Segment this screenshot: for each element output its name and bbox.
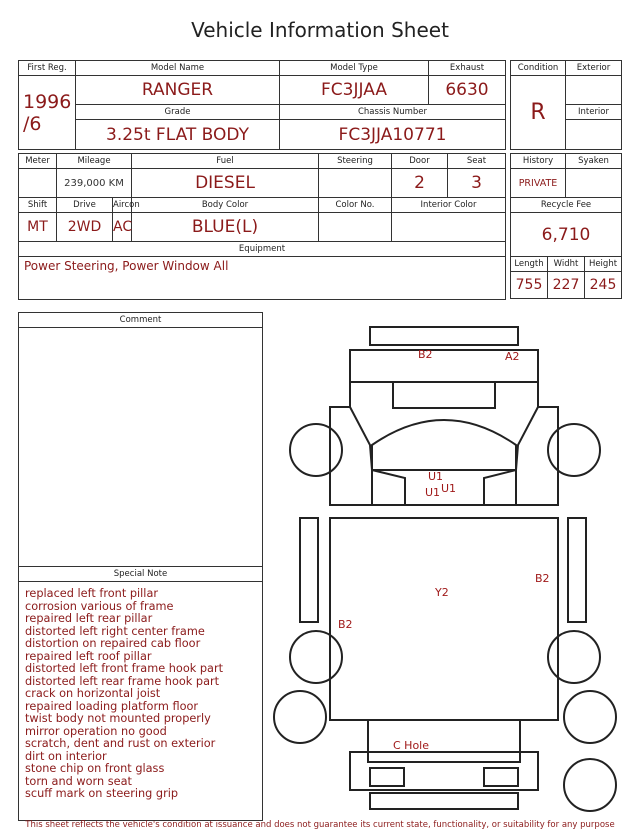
rear-left-wheel-1 <box>290 631 342 683</box>
rear-lamp-left <box>370 768 404 786</box>
rear-bumper-shape <box>350 752 538 790</box>
steering-value <box>319 169 392 198</box>
exterior-label: Exterior <box>566 61 622 76</box>
syaken-label: Syaken <box>566 154 622 169</box>
model-type-label: Model Type <box>280 61 429 76</box>
color-no-value <box>319 213 392 242</box>
aircon-value: AC <box>113 213 132 242</box>
history-value: PRIVATE <box>511 169 566 198</box>
condition-table <box>510 60 622 150</box>
note-item: corrosion various of frame <box>25 599 174 613</box>
note-item: distorted left rear frame hook part <box>25 674 220 688</box>
comment-label: Comment <box>19 313 262 328</box>
mileage-value: 239,000 KM <box>57 169 132 198</box>
drive-label: Drive <box>57 198 113 213</box>
comment-box <box>18 312 263 567</box>
condition-label: Condition <box>511 61 566 76</box>
first-reg-value <box>19 76 76 150</box>
meter-label: Meter <box>19 154 57 169</box>
main-info-table <box>18 60 506 150</box>
note-item: torn and worn seat <box>25 774 132 788</box>
first-reg-label: First Reg. <box>19 61 76 76</box>
front-left-wheel <box>290 424 342 476</box>
rear-right-wheel-1 <box>548 631 600 683</box>
right-pillar-shape <box>516 407 538 505</box>
recycle-fee-value: 6,710 <box>511 213 622 257</box>
fuel-label: Fuel <box>132 154 319 169</box>
mark-a2-front: A2 <box>505 350 520 363</box>
cab-floor-shape <box>372 470 516 505</box>
width-label: Widht <box>548 257 585 272</box>
interior-value <box>566 120 622 150</box>
door-label: Door <box>392 154 448 169</box>
rear-lamp-right <box>484 768 518 786</box>
special-note-box <box>18 566 263 821</box>
disclaimer-footer: This sheet reflects the vehicle's condition at issuance and does not guarantee its current state, functionality, or suitability for any purpose <box>25 820 615 830</box>
first-reg-year: 1996 <box>23 90 72 113</box>
grade-label: Grade <box>76 105 280 120</box>
recycle-fee-label: Recycle Fee <box>511 198 622 213</box>
note-item: repaired left roof pillar <box>25 649 152 663</box>
aircon-label: Aircon <box>113 198 132 213</box>
fuel-value: DIESEL <box>132 169 319 198</box>
mark-b2-right: B2 <box>535 572 550 585</box>
meter-value <box>19 169 57 198</box>
shift-value: MT <box>19 213 57 242</box>
chassis-number-value: FC3JJA10771 <box>280 120 506 150</box>
note-item: distorted left right center frame <box>25 624 205 638</box>
left-side-panel <box>300 518 318 622</box>
history-table <box>510 153 622 299</box>
mark-b2-front: B2 <box>418 348 433 361</box>
special-note-label: Special Note <box>19 567 262 582</box>
equipment-label: Equipment <box>19 242 506 257</box>
drive-value: 2WD <box>57 213 113 242</box>
right-side-panel <box>568 518 586 622</box>
note-item: dirt on interior <box>25 749 107 763</box>
mark-u1-a: U1 <box>428 470 444 483</box>
cab-body-shape <box>330 382 558 505</box>
note-item: scratch, dent and rust on exterior <box>25 737 216 750</box>
steering-label: Steering <box>319 154 392 169</box>
condition-value: R <box>511 76 566 150</box>
left-pillar-shape <box>350 407 372 505</box>
mark-c-hole: C Hole <box>393 739 430 752</box>
grade-value: 3.25t FLAT BODY <box>76 120 280 150</box>
equipment-value: Power Steering, Power Window All <box>19 257 506 300</box>
door-value: 2 <box>392 169 448 198</box>
exterior-value <box>566 76 622 105</box>
loading-bed-shape <box>330 518 558 720</box>
note-item: scuff mark on steering grip <box>25 787 179 800</box>
note-item: distorted left front frame hook part <box>25 662 224 675</box>
seat-label: Seat <box>448 154 506 169</box>
note-item: replaced left front pillar <box>25 587 159 600</box>
rear-left-wheel-2 <box>274 691 326 743</box>
model-name-label: Model Name <box>76 61 280 76</box>
interior-label: Interior <box>566 105 622 120</box>
note-item: repaired left rear pillar <box>25 612 153 625</box>
syaken-value <box>566 169 622 198</box>
seat-value: 3 <box>448 169 506 198</box>
height-label: Height <box>585 257 622 272</box>
front-right-wheel <box>548 424 600 476</box>
width-value: 227 <box>548 272 585 299</box>
mark-u1-b: U1 <box>425 486 441 499</box>
windshield-shape <box>372 420 516 470</box>
note-item: crack on horizontal joist <box>25 687 161 700</box>
mileage-label: Mileage <box>57 154 132 169</box>
height-value: 245 <box>585 272 622 299</box>
cab-top-shape <box>350 350 538 382</box>
note-item: stone chip on front glass <box>25 762 165 775</box>
model-name-value: RANGER <box>76 76 280 105</box>
front-bumper-shape <box>370 327 518 345</box>
first-reg-month: /6 <box>23 112 42 135</box>
note-item: twist body not mounted properly <box>25 712 211 725</box>
length-value: 755 <box>511 272 548 299</box>
interior-color-label: Interior Color <box>392 198 506 213</box>
mark-y2: Y2 <box>435 586 449 599</box>
exhaust-value: 6630 <box>429 76 506 105</box>
color-no-label: Color No. <box>319 198 392 213</box>
rear-right-wheel-2 <box>564 691 616 743</box>
note-item: repaired loading platform floor <box>25 699 199 713</box>
history-label: History <box>511 154 566 169</box>
mark-u1-c: U1 <box>441 482 457 495</box>
length-label: Length <box>511 257 548 272</box>
special-note-list <box>19 582 262 801</box>
comment-value <box>19 328 262 336</box>
rear-step-shape <box>370 793 518 809</box>
mark-b2-left: B2 <box>338 618 353 631</box>
note-item: distortion on repaired cab floor <box>25 637 201 650</box>
chassis-rear-shape <box>368 720 520 762</box>
shift-label: Shift <box>19 198 57 213</box>
exhaust-label: Exhaust <box>429 61 506 76</box>
note-item: mirror operation no good <box>25 724 167 738</box>
body-color-label: Body Color <box>132 198 319 213</box>
spare-wheel <box>564 759 616 811</box>
cab-roof-shape <box>393 382 495 408</box>
spec-table <box>18 153 506 300</box>
interior-color-value <box>392 213 506 242</box>
body-color-value: BLUE(L) <box>132 213 319 242</box>
model-type-value: FC3JJAA <box>280 76 429 105</box>
page-title: Vehicle Information Sheet <box>191 18 449 42</box>
chassis-number-label: Chassis Number <box>280 105 506 120</box>
